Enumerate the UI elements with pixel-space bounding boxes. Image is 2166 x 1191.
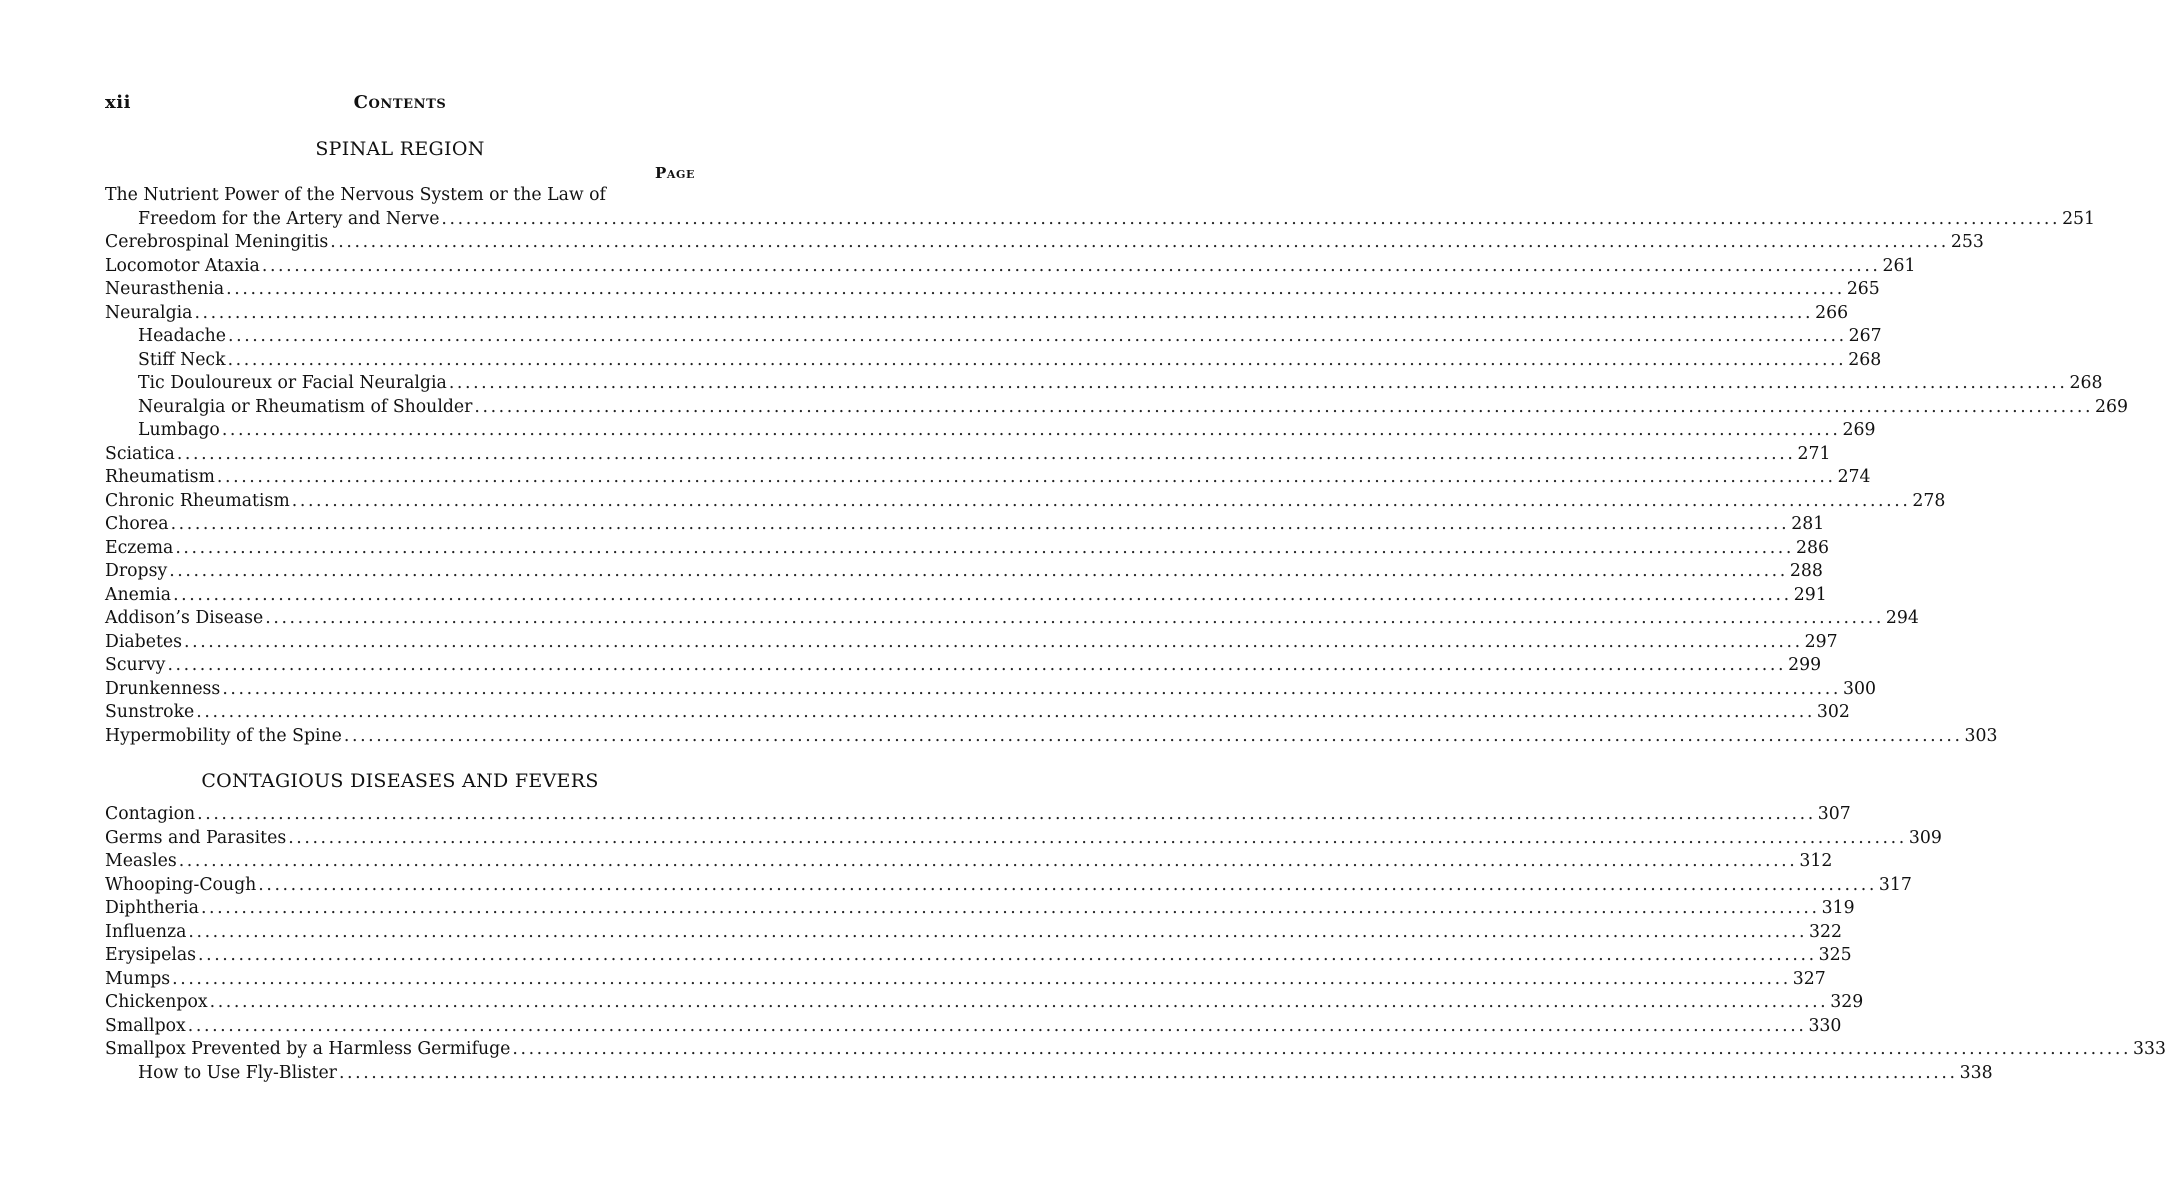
- toc-entry-page: 312: [1799, 851, 1833, 871]
- toc-entry: [105, 255, 1916, 279]
- toc-entry-title: Stiff Neck: [138, 349, 226, 370]
- toc-entry-title: Smallpox Prevented by a Harmless Germifuge: [105, 1039, 511, 1059]
- toc-entry: [105, 1038, 2166, 1062]
- dot-leader: ........................................................................................................................................................................................................: [172, 968, 1791, 989]
- toc-entry: [105, 678, 1876, 702]
- toc-entry-page: 325: [1818, 945, 1852, 965]
- dot-leader: ........................................................................................................................................................................................................: [188, 921, 1808, 942]
- toc-entry-title: Chickenpox: [105, 992, 208, 1012]
- toc-entry-title: Tic Douloureux or Facial Neuralgia: [138, 373, 447, 393]
- toc-entry-page: 271: [1797, 443, 1831, 464]
- dot-leader: ........................................................................................................................................................................................................: [184, 631, 1803, 652]
- dot-leader: ........................................................................................................................................................................................................: [167, 655, 1787, 675]
- toc-subentry: [105, 349, 1882, 373]
- dot-leader: ........................................................................................................................................................................................................: [343, 725, 1963, 746]
- toc-entry-page: 274: [1837, 467, 1871, 487]
- toc-subentry: [105, 325, 1882, 349]
- toc-entry: [105, 874, 1912, 898]
- page-number: xii: [105, 92, 131, 113]
- toc-entry: [105, 513, 1825, 537]
- dot-leader: ........................................................................................................................................................................................................: [178, 851, 1798, 871]
- toc-entry: [105, 302, 1849, 326]
- dot-leader: ........................................................................................................................................................................................................: [288, 827, 1907, 848]
- toc-entry-title: Erysipelas: [105, 945, 197, 965]
- toc-entry-title: Diabetes: [105, 631, 183, 652]
- toc-entry: [105, 725, 1998, 749]
- dot-leader: ........................................................................................................................................................................................................: [170, 514, 1790, 534]
- dot-leader: ........................................................................................................................................................................................................: [198, 945, 1817, 965]
- dot-leader: ........................................................................................................................................................................................................: [338, 1062, 1958, 1083]
- dot-leader: ........................................................................................................................................................................................................: [196, 702, 1815, 722]
- running-title: Contents: [353, 92, 447, 113]
- dot-leader: ........................................................................................................................................................................................................: [187, 1015, 1807, 1036]
- toc-entry-page: 278: [1912, 490, 1946, 511]
- toc-entry-title: Sciatica: [105, 443, 175, 464]
- toc-entry-title: Scurvy: [105, 655, 166, 675]
- toc-entry-title: Eczema: [105, 537, 174, 558]
- toc-entry-page: 329: [1830, 992, 1864, 1012]
- toc-entry-title: Rheumatism: [105, 467, 215, 487]
- toc-entry-page: 309: [1908, 827, 1942, 848]
- toc-entry-page: 307: [1817, 804, 1851, 824]
- dot-leader: ........................................................................................................................................................................................................: [261, 255, 1881, 276]
- toc-entry-page: 317: [1878, 874, 1912, 895]
- section-heading-contagious-diseases: CONTAGIOUS DISEASES AND FEVERS: [201, 770, 599, 792]
- toc-entry-page: 294: [1885, 608, 1919, 628]
- toc-entry-title: Mumps: [105, 968, 171, 989]
- toc-entry-title: Cerebrospinal Meningitis: [105, 232, 329, 252]
- toc-subentry: [105, 419, 1876, 443]
- toc-entry-title: Chronic Rheumatism: [105, 490, 290, 511]
- toc-entry-title-line-1: The Nutrient Power of the Nervous System or the Law of: [105, 185, 606, 205]
- toc-entry: [105, 701, 1850, 725]
- toc-entry-title: Sunstroke: [105, 702, 195, 722]
- toc-entry-title: How to Use Fly-Blister: [138, 1062, 337, 1083]
- toc-entry-title: Lumbago: [138, 420, 220, 440]
- toc-entry: [105, 827, 1942, 851]
- dot-leader: ........................................................................................................................................................................................................: [221, 420, 1841, 440]
- dot-leader: ........................................................................................................................................................................................................: [176, 443, 1796, 464]
- toc-entry-page: 268: [2069, 373, 2103, 393]
- section-heading-spinal-region: SPINAL REGION: [315, 138, 485, 160]
- toc-entry: [105, 184, 2096, 231]
- toc-entry-title: Chorea: [105, 514, 169, 534]
- toc-entry: [105, 1015, 1842, 1039]
- dot-leader: ........................................................................................................................................................................................................: [258, 874, 1877, 895]
- toc-entry-page: 269: [1842, 420, 1876, 440]
- dot-leader: ........................................................................................................................................................................................................: [216, 467, 1836, 487]
- dot-leader: ........................................................................................................................................................................................................: [209, 992, 1829, 1012]
- toc-entry-title: Locomotor Ataxia: [105, 255, 260, 276]
- toc-entry-page: 265: [1846, 279, 1880, 299]
- toc-entry-title: Whooping-Cough: [105, 874, 257, 895]
- toc-entry-title: Influenza: [105, 921, 187, 942]
- toc-entry: [105, 968, 1826, 992]
- toc-entry-title: Smallpox: [105, 1015, 186, 1036]
- toc-entry-title: Headache: [138, 326, 227, 346]
- dot-leader: ........................................................................................................................................................................................................: [226, 279, 1845, 299]
- toc-entry-page: 268: [1848, 349, 1882, 370]
- contents-page: [105, 92, 2166, 1085]
- toc-entry-title: Measles: [105, 851, 177, 871]
- toc-entry-page: 319: [1821, 898, 1855, 918]
- dot-leader: ........................................................................................................................................................................................................: [265, 608, 1884, 628]
- toc-subentry: [105, 1062, 1993, 1086]
- toc-entry: [105, 466, 1871, 490]
- toc-subentry: [105, 396, 2129, 420]
- dot-leader: ........................................................................................................................................................................................................: [194, 302, 1814, 323]
- dot-leader: ........................................................................................................................................................................................................: [228, 326, 1847, 346]
- dot-leader: ........................................................................................................................................................................................................: [169, 561, 1788, 581]
- dot-leader: ........................................................................................................................................................................................................: [200, 898, 1820, 918]
- toc-entry-page: 251: [2062, 208, 2096, 229]
- toc-entry: [105, 607, 1919, 631]
- toc-entry-page: 286: [1795, 537, 1829, 558]
- toc-entry: [105, 231, 1984, 255]
- toc-entry-page: 266: [1815, 302, 1849, 323]
- dot-leader: ........................................................................................................................................................................................................: [512, 1039, 2132, 1059]
- toc-entry: [105, 944, 1852, 968]
- toc-entry-page: 300: [1842, 678, 1876, 699]
- toc-entry-page: 253: [1950, 232, 1984, 252]
- toc-entry: [105, 560, 1823, 584]
- toc-entry-page: 281: [1791, 514, 1825, 534]
- toc-entry-title: Freedom for the Artery and Nerve: [138, 208, 440, 229]
- toc-entry: [105, 921, 1843, 945]
- toc-entry-page: 302: [1816, 702, 1850, 722]
- dot-leader: ........................................................................................................................................................................................................: [197, 804, 1816, 824]
- dot-leader: ........................................................................................................................................................................................................: [173, 584, 1792, 605]
- toc-entry-page: 327: [1792, 968, 1826, 989]
- toc-entry: [105, 584, 1827, 608]
- toc-entry-title: Addison’s Disease: [105, 608, 264, 628]
- toc-entry: [105, 654, 1822, 678]
- dot-leader: ........................................................................................................................................................................................................: [227, 349, 1847, 370]
- toc-entry-title: Germs and Parasites: [105, 827, 287, 848]
- toc-entry-title: Anemia: [105, 584, 172, 605]
- toc-entry-page: 288: [1789, 561, 1823, 581]
- dot-leader: ........................................................................................................................................................................................................: [474, 396, 2094, 417]
- toc-entry: [105, 991, 1864, 1015]
- toc-entry-page: 261: [1882, 255, 1916, 276]
- toc-entry-title: Drunkenness: [105, 678, 221, 699]
- toc-entry-page: 330: [1808, 1015, 1842, 1036]
- toc-entry-page: 333: [2133, 1039, 2166, 1059]
- toc-entry-page: 269: [2095, 396, 2129, 417]
- toc-entry: [105, 631, 1838, 655]
- page-column-label: Page: [655, 164, 695, 182]
- toc-entry: [105, 443, 1831, 467]
- toc-entry-title: Neuralgia or Rheumatism of Shoulder: [138, 396, 473, 417]
- dot-leader: ........................................................................................................................................................................................................: [448, 373, 2068, 393]
- toc-entry: [105, 850, 1833, 874]
- toc-entry-page: 303: [1964, 725, 1998, 746]
- toc-entry: [105, 490, 1946, 514]
- dot-leader: ........................................................................................................................................................................................................: [291, 490, 1911, 511]
- toc-entry-title: Contagion: [105, 804, 196, 824]
- toc-entry: [105, 897, 1855, 921]
- dot-leader: ........................................................................................................................................................................................................: [175, 537, 1794, 558]
- toc-entry-page: 338: [1959, 1062, 1993, 1083]
- toc-entry-page: 291: [1793, 584, 1827, 605]
- toc-entry-page: 322: [1809, 921, 1843, 942]
- toc-entry-title: Diphtheria: [105, 898, 199, 918]
- toc-entry: [105, 278, 1880, 302]
- running-head: [105, 92, 695, 120]
- toc-subentry: [105, 372, 2103, 396]
- toc-entry-page: 297: [1804, 631, 1838, 652]
- toc-entry-title: Dropsy: [105, 561, 168, 581]
- toc-entry-title: Neurasthenia: [105, 279, 225, 299]
- toc-entry: [105, 537, 1829, 561]
- dot-leader: ........................................................................................................................................................................................................: [441, 208, 2061, 229]
- toc-entry-title: Hypermobility of the Spine: [105, 725, 342, 746]
- toc-entry-page: 267: [1848, 326, 1882, 346]
- dot-leader: ........................................................................................................................................................................................................: [330, 232, 1949, 252]
- dot-leader: ........................................................................................................................................................................................................: [222, 678, 1841, 699]
- toc-entry: [105, 803, 1851, 827]
- toc-entry-page: 299: [1788, 655, 1822, 675]
- toc-entry-title: Neuralgia: [105, 302, 193, 323]
